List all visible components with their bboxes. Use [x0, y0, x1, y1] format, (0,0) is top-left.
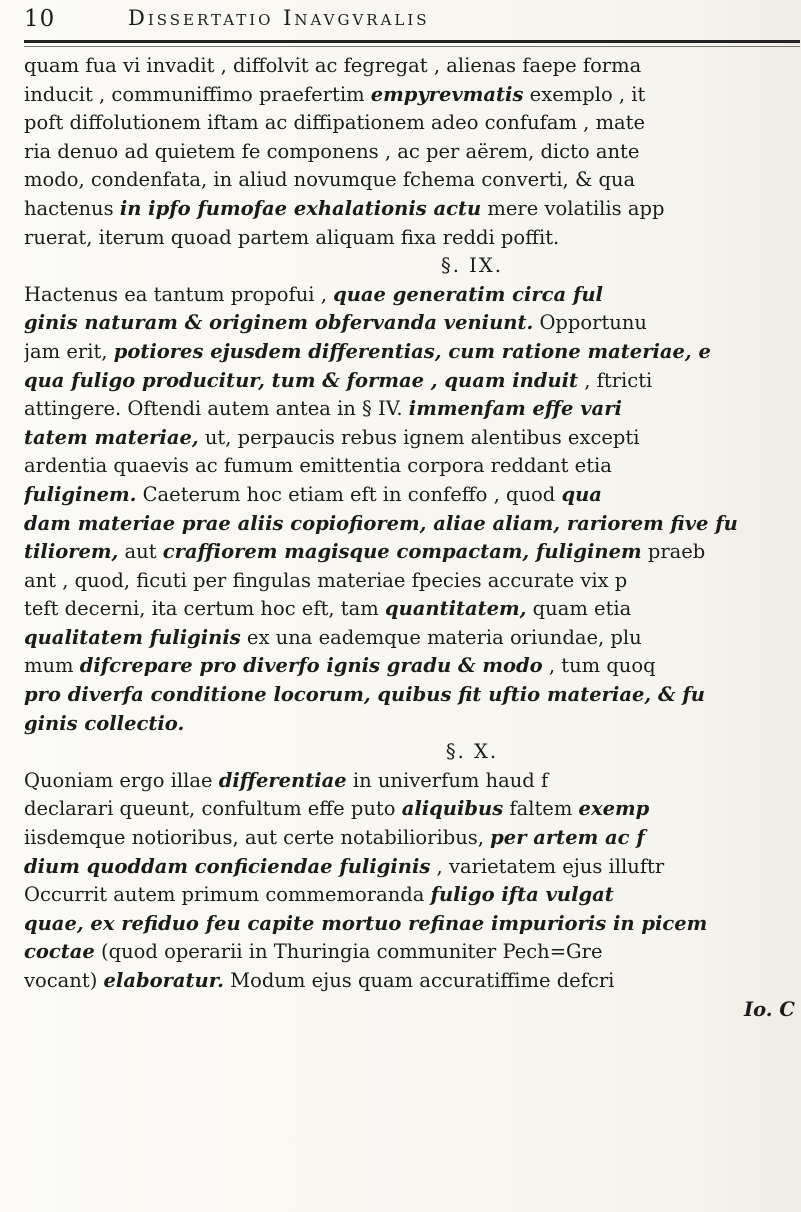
page-header [24, 6, 794, 36]
text-segment: declarari queunt, confultum effe puto [24, 797, 402, 821]
text-line [24, 624, 800, 653]
page-number: 10 [24, 6, 56, 32]
text-segment: ant , quod, ficuti per fingulas materiae fpecies accurate vix p [24, 568, 628, 592]
text-segment: Hactenus ea tantum propofui , [24, 282, 334, 306]
text-segment: immenfam effe vari [408, 397, 622, 421]
text-segment: attingere. Oftendi autem antea in § IV. [24, 397, 409, 421]
text-line [24, 224, 800, 253]
text-segment: modo, condenfata, in aliud novumque fchema converti, & qua [24, 168, 636, 192]
text-line [24, 395, 800, 424]
text-segment: , varietatem ejus illuftr [430, 854, 665, 878]
text-line [24, 481, 800, 510]
text-line [24, 710, 800, 739]
text-line [24, 281, 800, 310]
text-segment: ardentia quaevis ac fumum emittentia corpora reddant etia [24, 454, 612, 478]
text-segment: quam etia [526, 597, 632, 621]
text-segment: praeb [641, 540, 706, 564]
text-segment: iisdemque notioribus, aut certe notabilioribus, [24, 826, 491, 850]
text-segment: exemplo , it [523, 82, 646, 106]
text-segment: quae generatim circa ful [333, 282, 603, 306]
text-line [24, 452, 800, 481]
text-segment: per artem ac f [490, 826, 645, 850]
text-line [24, 767, 800, 796]
text-segment: teft decerni, ita certum hoc eft, tam [24, 597, 385, 621]
text-line [24, 309, 800, 338]
text-segment: elaboratur. [103, 969, 224, 992]
text-segment: differentiae [218, 768, 347, 792]
text-segment: potiores ejusdem differentias, cum ratione materiae, e [113, 339, 711, 363]
text-line [24, 252, 800, 281]
text-segment: quam fua vi invadit , diffolvit ac fegregat , alienas faepe forma [24, 54, 642, 77]
text-segment: Occurrit autem primum commemoranda [24, 883, 431, 907]
text-line [24, 166, 800, 195]
text-line [24, 195, 800, 224]
text-segment: vocant) [24, 969, 104, 992]
text-segment: ex una eademque materia oriundae, plu [240, 625, 642, 649]
running-title: Dissertatio Inavgvralis [128, 6, 430, 30]
text-line [24, 738, 800, 767]
text-segment: poft diffolutionem iftam ac diffipationem adeo confufam , mate [24, 111, 646, 135]
text-line [24, 967, 800, 996]
text-segment: Quoniam ergo illae [24, 768, 219, 792]
text-segment: ria denuo ad quietem fe componens , ac per aërem, dicto ante [24, 139, 640, 163]
text-segment: quantitatem, [384, 597, 527, 621]
header-rule [24, 40, 800, 43]
text-line [24, 652, 800, 681]
text-line [24, 81, 800, 110]
text-segment: Opportunu [533, 311, 647, 335]
text-segment: jam erit, [24, 339, 114, 363]
text-line [24, 795, 800, 824]
text-segment: tiliorem, [24, 540, 119, 564]
text-segment: ruerat, iterum quoad partem aliquam fixa reddi poffit. [24, 225, 560, 249]
text-segment: in univerfum haud f [346, 768, 549, 792]
text-line [24, 996, 800, 1025]
text-segment: hactenus [24, 196, 120, 220]
text-segment: craffiorem magisque compactam, fuliginem [162, 540, 642, 564]
text-line [24, 424, 800, 453]
text-line [24, 510, 800, 539]
text-segment: qualitatem fuliginis [24, 625, 241, 649]
text-segment: quae, ex refiduo feu capite mortuo refinae impurioris in picem [24, 911, 708, 935]
text-segment: , tum quoq [542, 654, 656, 678]
text-segment: , ftricti [578, 368, 653, 392]
text-segment: tatem materiae, [24, 425, 199, 449]
text-segment: pro diverfa conditione locorum, quibus fit uftio materiae, & fu [24, 683, 705, 707]
text-segment: ginis collectio. [24, 711, 185, 735]
text-segment: Caeterum hoc etiam eft in confeffo , quod [136, 482, 562, 506]
text-line [24, 109, 800, 138]
text-segment: exemp [578, 797, 650, 821]
text-line [24, 338, 800, 367]
text-segment: ut, perpaucis rebus ignem alentibus excepti [198, 425, 640, 449]
text-segment: qua [561, 482, 602, 506]
text-segment: faltem [503, 797, 579, 821]
text-segment: qua fuligo producitur, tum & formae , quam induit [24, 368, 579, 392]
text-segment: difcrepare pro diverfo ignis gradu & modo [79, 654, 543, 678]
text-line [24, 538, 800, 567]
text-line [24, 853, 800, 882]
text-segment: Modum ejus quam accuratiffime defcri [223, 969, 615, 992]
text-segment: dam materiae prae aliis copiofiorem, aliae aliam, rariorem five fu [24, 511, 738, 535]
text-segment: mere volatilis app [481, 196, 665, 220]
text-segment: in ipfo fumofae exhalationis actu [119, 196, 482, 220]
section-heading: §. X. [445, 740, 499, 764]
text-segment: (quod operarii in Thuringia communiter Pech=Gre [94, 940, 603, 964]
text-segment: coctae [24, 940, 95, 964]
text-line [24, 910, 800, 939]
text-segment: empyrevmatis [370, 82, 524, 106]
text-segment: fuligo ifta vulgat [430, 883, 614, 907]
text-line [24, 367, 800, 396]
body-text [24, 52, 800, 1212]
text-line [24, 567, 800, 596]
text-segment: dium quoddam conficiendae fuliginis [24, 854, 431, 878]
text-line [24, 52, 800, 81]
text-line [24, 681, 800, 710]
text-segment: aut [118, 540, 163, 564]
text-segment: mum [24, 654, 80, 678]
text-segment: inducit , communiffimo praefertim [24, 82, 371, 106]
text-line [24, 938, 800, 967]
text-segment: fuliginem. [24, 482, 137, 506]
text-segment: ginis naturam & originem obfervanda veniunt. [24, 311, 534, 335]
text-segment: aliquibus [401, 797, 504, 821]
section-heading: §. IX. [441, 254, 503, 278]
text-segment: Io. C [744, 997, 795, 1021]
text-line [24, 595, 800, 624]
text-line [24, 824, 800, 853]
text-line [24, 881, 800, 910]
text-line [24, 138, 800, 167]
